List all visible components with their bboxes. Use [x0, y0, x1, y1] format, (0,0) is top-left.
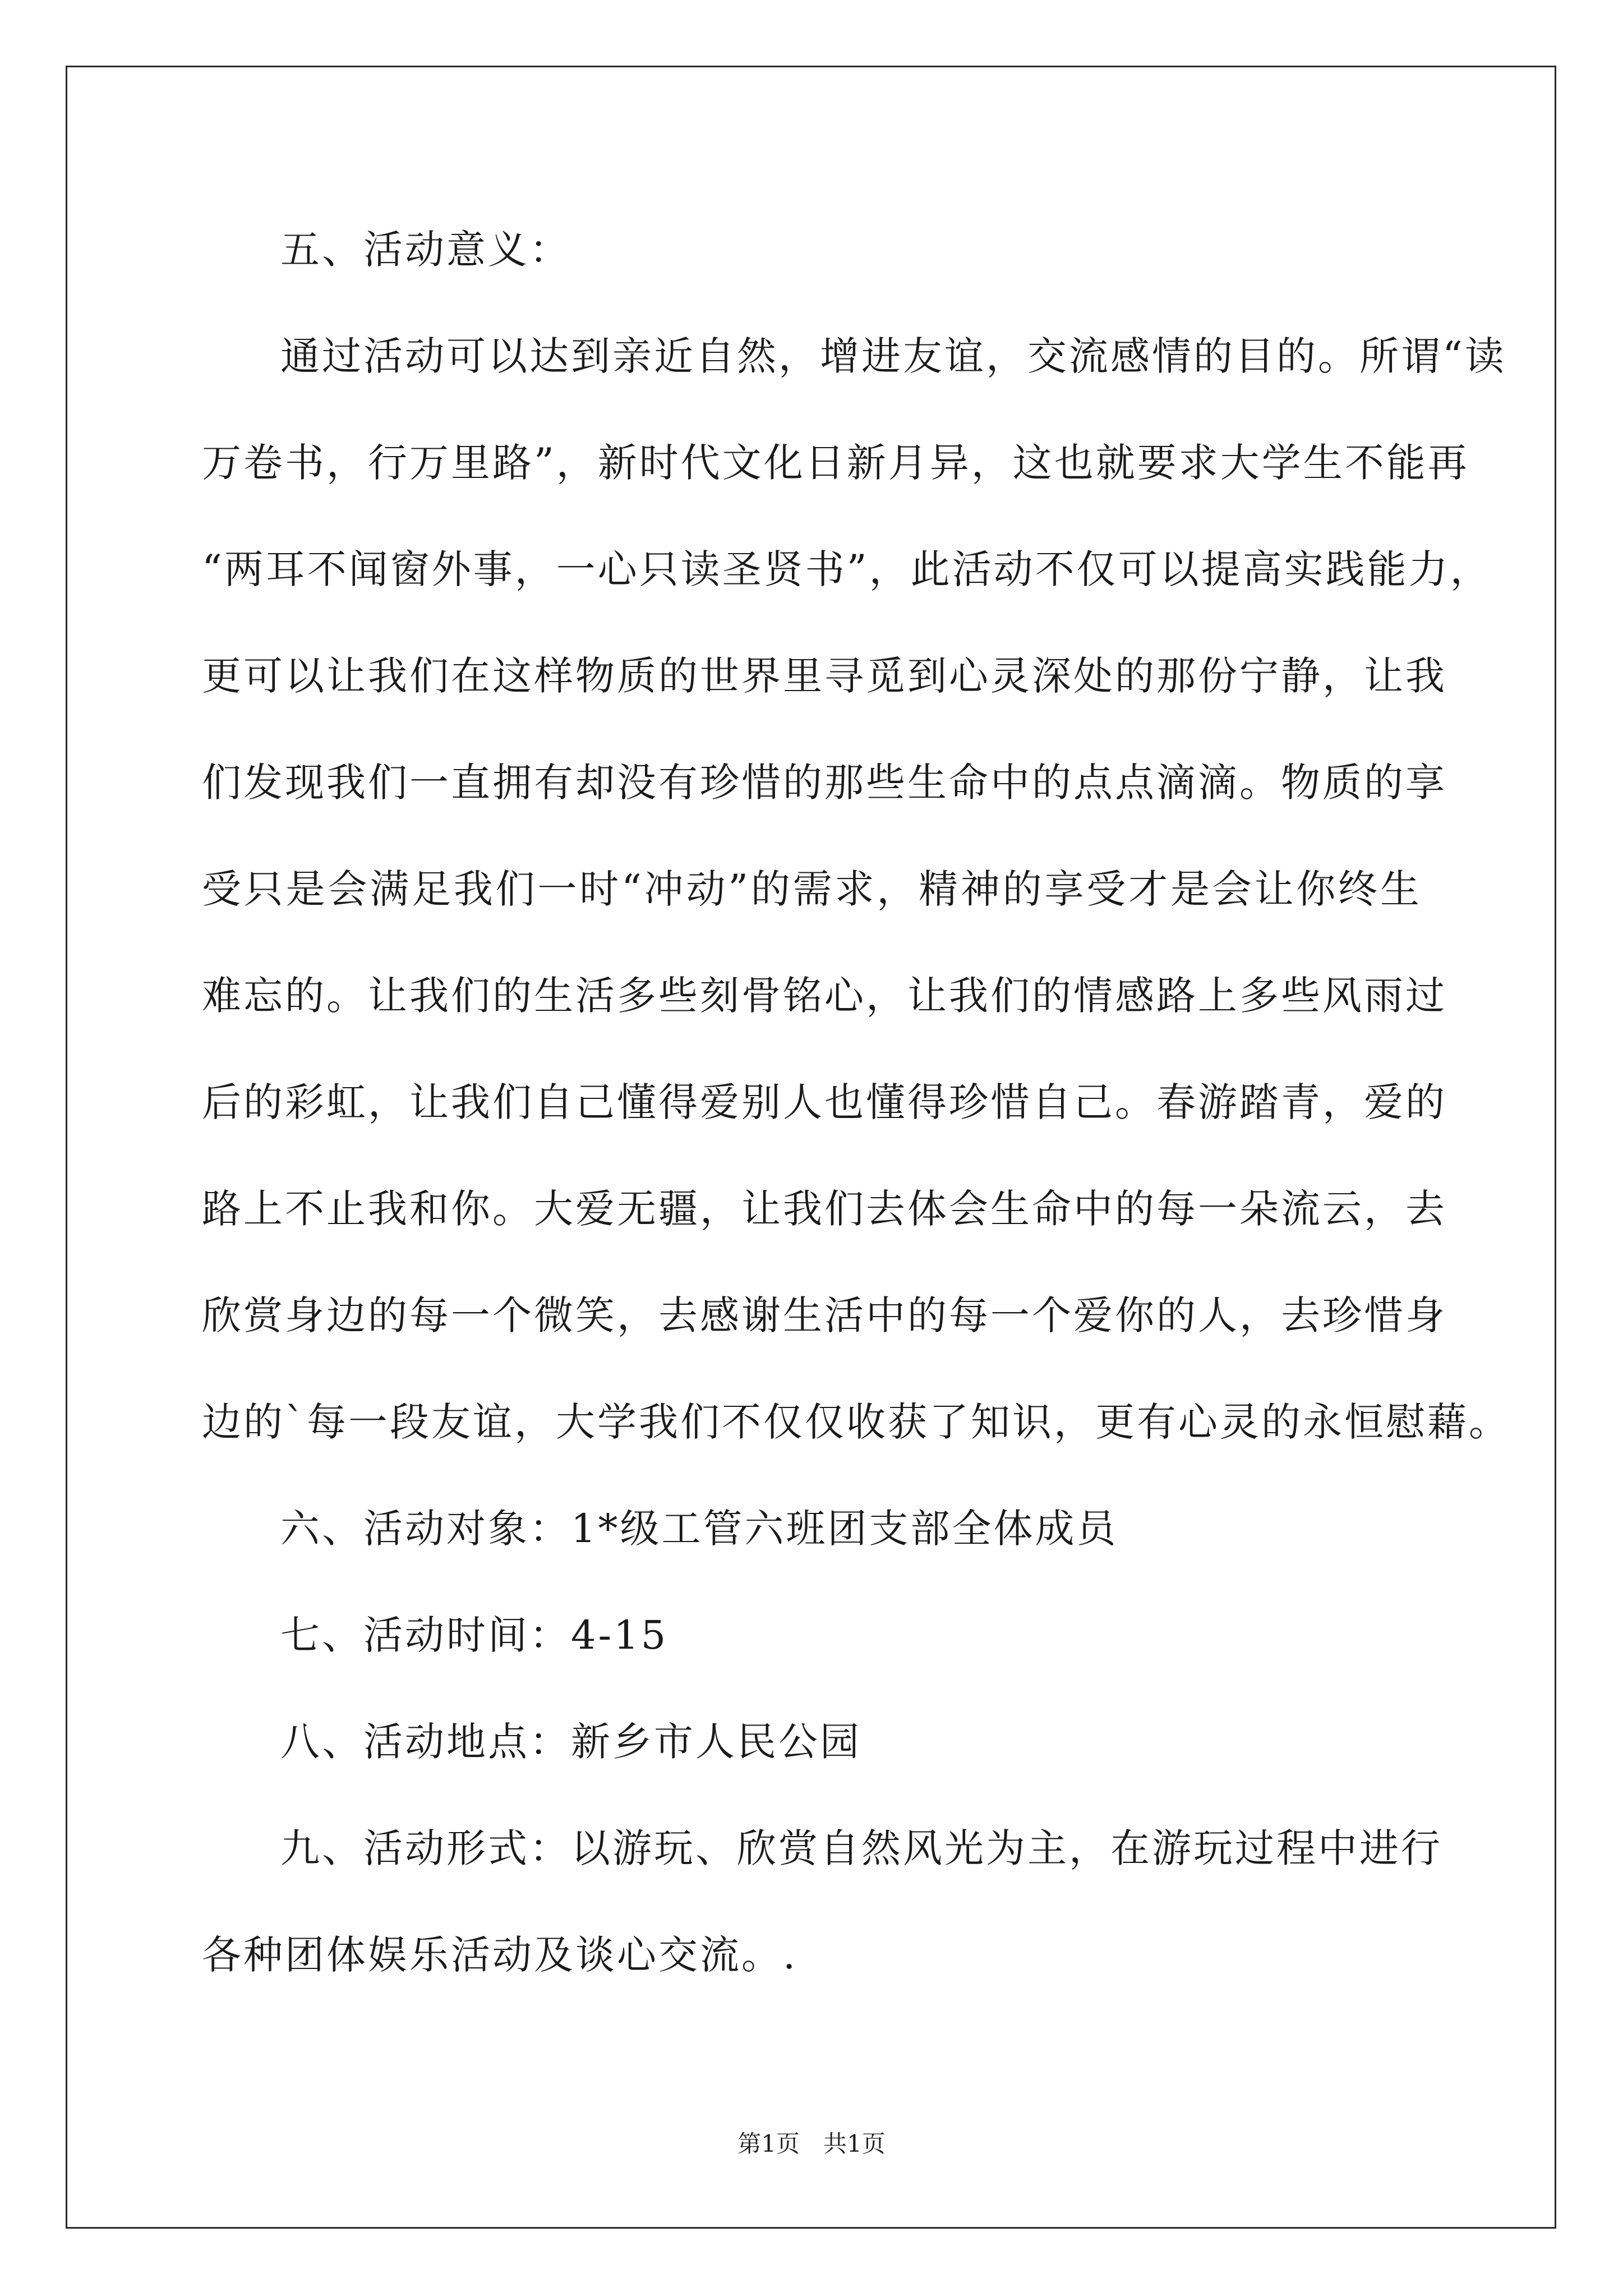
page-number-footer: 第1页 共1页 [737, 2130, 886, 2157]
page-border [66, 66, 1556, 2229]
activity-format: 九、活动形式：以游玩、欣赏自然风光为主，在游玩过程中进行 [280, 1825, 1442, 1871]
activity-target: 六、活动对象：1*级工管六班团支部全体成员 [280, 1506, 1118, 1552]
paragraph-line: 万卷书，行万里路”，新时代文化日新月异，这也就要求大学生不能再 [202, 440, 1469, 486]
paragraph-line: “两耳不闻窗外事，一心只读圣贤书”，此活动不仅可以提高实践能力， [202, 546, 1492, 592]
paragraph-line: 受只是会满足我们一时“冲动”的需求，精神的享受才是会让你终生 [202, 866, 1422, 912]
paragraph-line: 各种团体娱乐活动及谈心交流。. [202, 1932, 798, 1978]
paragraph-line: 欣赏身边的每一个微笑，去感谢生活中的每一个爱你的人，去珍惜身 [202, 1292, 1447, 1338]
activity-time: 七、活动时间：4-15 [280, 1612, 668, 1658]
paragraph-line: 更可以让我们在这样物质的世界里寻觅到心灵深处的那份宁静，让我 [202, 653, 1447, 699]
paragraph-line: 们发现我们一直拥有却没有珍惜的那些生命中的点点滴滴。物质的享 [202, 760, 1447, 806]
paragraph-line: 通过活动可以达到亲近自然，增进友谊，交流感情的目的。所谓“读 [280, 333, 1506, 379]
paragraph-line: 难忘的。让我们的生活多些刻骨铭心，让我们的情感路上多些风雨过 [202, 973, 1447, 1019]
heading-activity-significance: 五、活动意义： [280, 227, 571, 273]
paragraph-line: 边的`每一段友谊，大学我们不仅仅收获了知识，更有心灵的永恒慰藉。 [202, 1399, 1510, 1445]
paragraph-line: 后的彩虹，让我们自己懂得爱别人也懂得珍惜自己。春游踏青，爱的 [202, 1079, 1447, 1125]
paragraph-line: 路上不止我和你。大爱无疆，让我们去体会生命中的每一朵流云，去 [202, 1186, 1447, 1232]
activity-location: 八、活动地点：新乡市人民公园 [280, 1719, 861, 1765]
